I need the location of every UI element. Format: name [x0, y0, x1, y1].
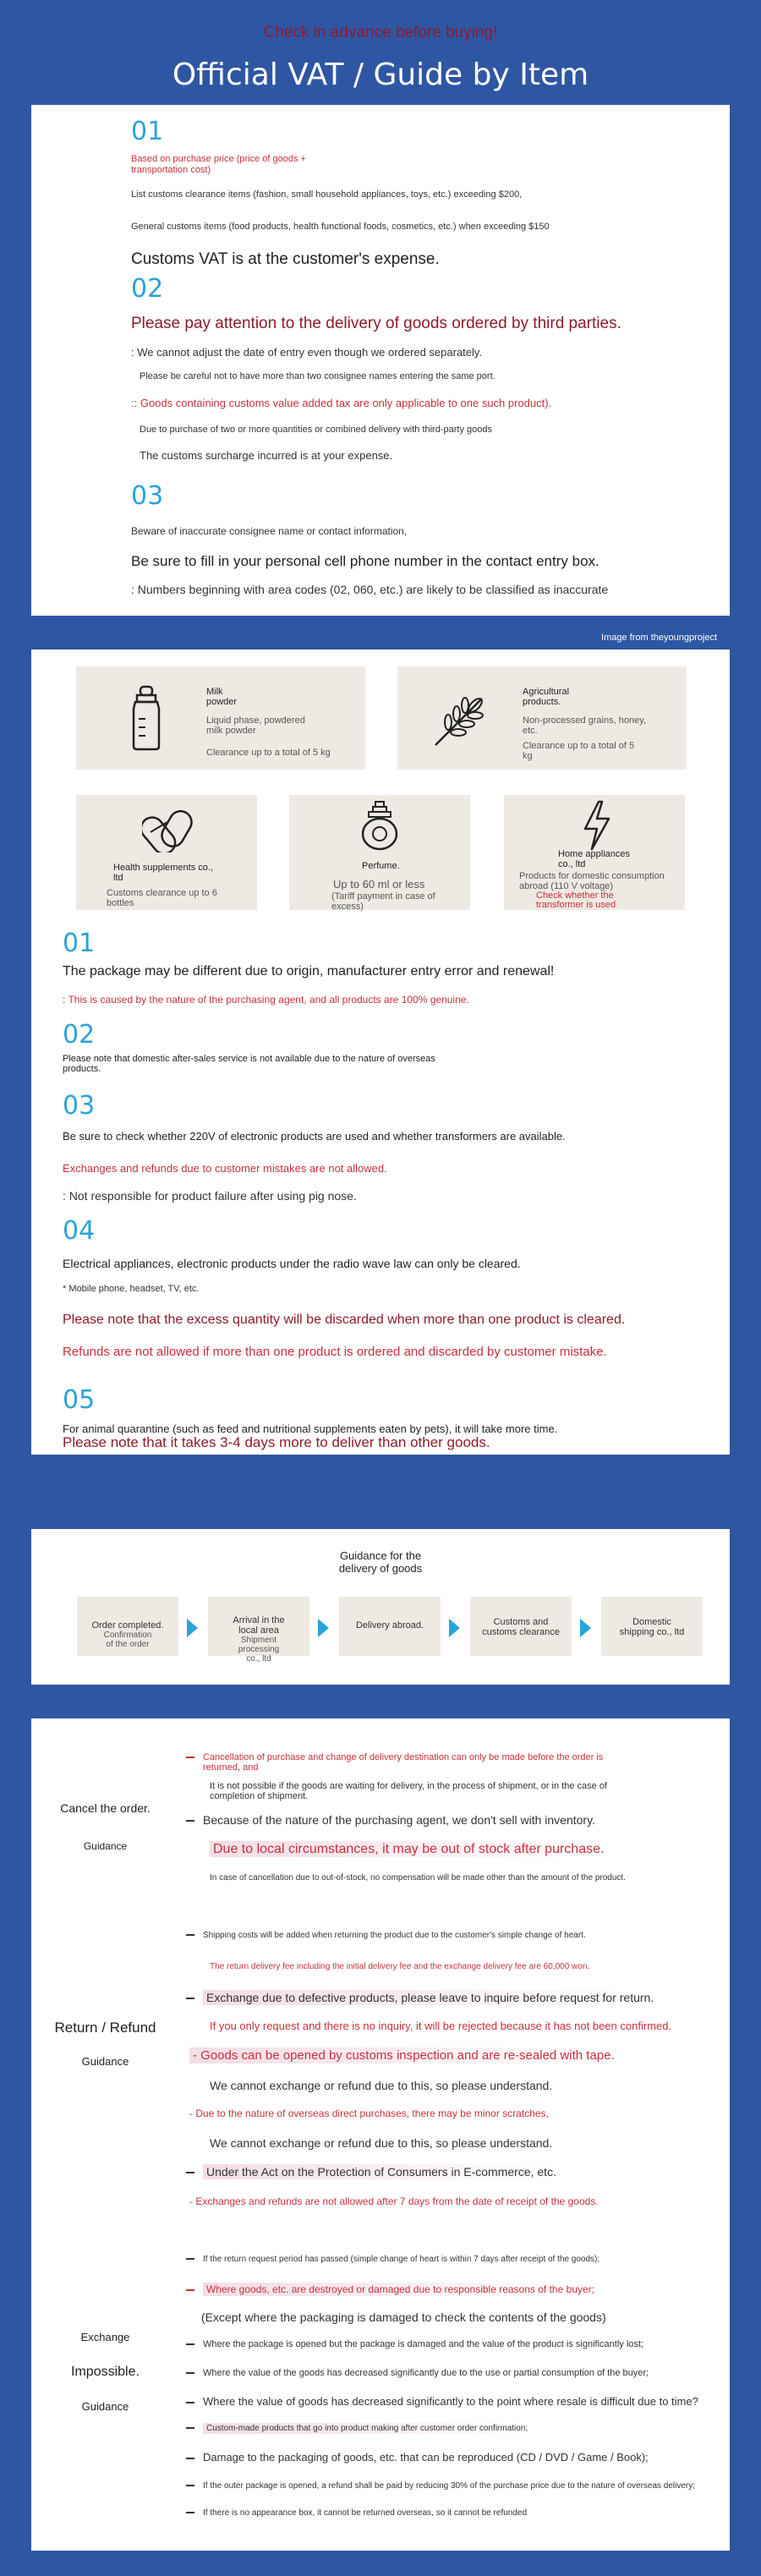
consignee-beware: Beware of inaccurate consignee name or contact information,: [131, 525, 408, 537]
exchange-line: If the outer package is opened, a refund shall be paid by reducing 30% of the purchase price due to the nature of overseas delivery;: [186, 2481, 695, 2491]
exchange-line: Where the value of goods has decreased significantly to the point where resale is difficult due to time?: [186, 2395, 698, 2408]
flow-arrow: [449, 1619, 460, 1637]
card-limit: Clearance up to a total of 5 kg: [523, 741, 635, 761]
note-sub2: Please note that the excess quantity will be discarded when more than one product is cleared.: [63, 1313, 626, 1327]
refund-line: Under the Act on the Protection of Consumers in E-commerce, etc.: [186, 2165, 560, 2179]
card-desc: Liquid phase, powdered milk powder: [206, 715, 305, 736]
items-panel: [31, 649, 730, 1455]
cancel-line: In case of cancellation due to out-of-stock, no compensation will be made other than the amount of the product.: [210, 1873, 626, 1883]
card-check: Check whether the transformer is used: [536, 891, 616, 910]
flow-step-domestic-shipping: Domestic shipping co., ltd: [601, 1597, 703, 1656]
flow-step-customs: Customs and customs clearance: [470, 1597, 572, 1656]
note-sub2: : Not responsible for product failure after using pig nose.: [63, 1189, 357, 1203]
page-title: Official VAT / Guide by Item: [172, 58, 589, 92]
third-party-goods: :: Goods containing customs value added tax are only applicable to one such product).: [131, 397, 552, 409]
note-main: The package may be different due to origin, manufacturer entry error and renewal!: [63, 964, 555, 978]
card-title: Home appliances co., ltd: [558, 849, 630, 869]
refund-line: - Exchanges and refunds are not allowed after 7 days from the date of receipt of the goods.: [189, 2195, 599, 2207]
refund-line: We cannot exchange or refund due to this, so please understand.: [210, 2136, 553, 2150]
note-number: 03: [63, 1091, 96, 1121]
card-agricultural: [397, 666, 687, 770]
cancel-line: Due to local circumstances, it may be out of stock after purchase.: [210, 1842, 607, 1857]
vat-list-text: List customs clearance items (fashion, small household appliances, toys, etc.) exceeding $200,: [131, 189, 523, 200]
flow-arrow: [580, 1619, 591, 1637]
card-title: Health supplements co., ltd: [113, 863, 214, 883]
perfume-icon: [359, 800, 401, 851]
vat-panel: [31, 105, 730, 616]
flow-arrow: [187, 1619, 198, 1637]
card-desc: Up to 60 ml or less: [333, 878, 425, 891]
card-desc: Products for domestic consumption abroad (110 V voltage): [519, 871, 665, 891]
section-number: 02: [131, 274, 164, 304]
area-code-text: : Numbers beginning with area codes (02, 060, etc.) are likely to be classified as inaccurate: [131, 583, 609, 596]
card-title: Agricultural products.: [523, 687, 570, 707]
refund-label: Return / Refund: [54, 2020, 156, 2036]
vat-general-text: General customs items (food products, health functional foods, cosmetics, etc.) when exceeding $150: [131, 222, 550, 232]
refund-line: - Goods can be opened by customs inspection and are re-sealed with tape.: [189, 2048, 618, 2063]
top-note: Check in advance before buying!: [263, 24, 498, 41]
refund-line: The return delivery fee including the initial delivery fee and the exchange delivery fee are 60,000 won.: [210, 1962, 590, 1971]
note-sub: Please note that it takes 3-4 days more to deliver than other goods.: [63, 1434, 490, 1450]
exchange-line: If the return request period has passed (simple change of heart is within 7 days after receipt of the goods);: [186, 2255, 599, 2264]
exchange-line: (Except where the packaging is damaged to check the contents of the goods): [201, 2310, 606, 2324]
exchange-line: Where goods, etc. are destroyed or damaged due to responsible reasons of the buyer;: [186, 2283, 598, 2295]
refund-line: Shipping costs will be added when returning the product due to the customer's simple change of heart.: [186, 1931, 586, 1940]
card-desc: Non-processed grains, honey, etc.: [523, 715, 646, 736]
card-milk: [76, 666, 365, 770]
flow-step-order-completed: Order completed. Confirmation of the order: [77, 1597, 178, 1656]
vat-based-text: Based on purchase price (price of goods + transportation cost): [131, 154, 306, 175]
exchange-line: If there is no appearance box, it cannot be returned overseas, so it cannot be refunded: [186, 2508, 527, 2518]
note-number: 04: [63, 1216, 96, 1246]
card-limit: Clearance up to a total of 5 kg: [206, 748, 331, 758]
third-party-cannot: : We cannot adjust the date of entry even though we ordered separately.: [131, 346, 483, 359]
note-number: 05: [63, 1385, 96, 1415]
flow-title: Guidance for the delivery of goods: [338, 1549, 423, 1575]
card-title: Perfume.: [362, 861, 400, 871]
cancel-guidance: Guidance: [83, 1840, 128, 1852]
lightning-icon: [580, 800, 614, 851]
third-party-due: Due to purchase of two or more quantities or combined delivery with third-party goods: [140, 425, 492, 435]
card-title: Milk powder: [206, 687, 238, 707]
image-credit: Image from theyoungproject: [601, 633, 717, 643]
vat-expense-text: Customs VAT is at the customer's expense.: [131, 250, 440, 268]
note-number: 02: [63, 1020, 96, 1050]
exchange-line: Where the value of the goods has decreased significantly due to the use or partial consumption of the buyer;: [186, 2368, 649, 2378]
refund-line: We cannot exchange or refund due to this, so please understand.: [210, 2079, 553, 2092]
cancel-line: Because of the nature of the purchasing agent, we don't sell with inventory.: [186, 1813, 595, 1827]
section-number: 03: [131, 481, 164, 511]
cancel-line: It is not possible if the goods are waiting for delivery, in the process of shipment, or in the case of completion of shipment.: [210, 1781, 607, 1801]
note-main: Be sure to check whether 220V of electronic products are used and whether transformers are available.: [63, 1130, 566, 1143]
exchange-line: Custom-made products that go into product making after customer order confirmation;: [186, 2424, 531, 2433]
exchange-line: Damage to the packaging of goods, etc. that can be reproduced (CD / DVD / Game / Book);: [186, 2451, 649, 2464]
card-home-appliances: [504, 795, 685, 910]
flow-arrow: [318, 1619, 329, 1637]
card-perfume: [289, 795, 470, 910]
note-main: Please note that domestic after-sales service is not available due to the nature of overseas products.: [63, 1054, 435, 1074]
refund-line: If you only request and there is no inquiry, it will be rejected because it has not been confirmed.: [210, 2020, 672, 2032]
note-main: Electrical appliances, electronic products under the radio wave law can only be cleared.: [63, 1257, 521, 1270]
note-number: 01: [63, 929, 96, 958]
phone-fill-text: Be sure to fill in your personal cell phone number in the contact entry box.: [131, 553, 599, 569]
card-desc: Customs clearance up to 6 bottles: [107, 888, 217, 908]
flow-step-delivery-abroad: Delivery abroad.: [339, 1597, 441, 1656]
card-health-supplements: [76, 795, 257, 910]
exchange-impossible-label: Impossible.: [71, 2365, 140, 2379]
refund-line: - Due to the nature of overseas direct purchases, there may be minor scratches,: [189, 2107, 549, 2119]
exchange-line: Where the package is opened but the package is damaged and the value of the product is significantly lost;: [186, 2339, 643, 2349]
note-sub: * Mobile phone, headset, TV, etc.: [63, 1284, 200, 1294]
note-sub3: Refunds are not allowed if more than one product is ordered and discarded by customer mistake.: [63, 1345, 607, 1359]
note-sub: : This is caused by the nature of the purchasing agent, and all products are 100% genuine.: [63, 994, 469, 1006]
third-party-surcharge: The customs surcharge incurred is at your expense.: [140, 449, 393, 462]
exchange-label: Exchange: [80, 2331, 130, 2343]
note-main: For animal quarantine (such as feed and nutritional supplements eaten by pets), it will take more time.: [63, 1422, 558, 1435]
third-party-careful: Please be careful not to have more than two consignee names entering the same port.: [140, 371, 495, 381]
exchange-guidance: Guidance: [81, 2400, 129, 2413]
pills-icon: [142, 802, 193, 852]
cancel-line: Cancellation of purchase and change of delivery destination can only be made before the order is returned, and: [186, 1752, 603, 1773]
flow-step-arrival: Arrival in the local area Shipment processing co., ltd: [208, 1597, 309, 1656]
wheat-icon: [431, 690, 490, 749]
refund-guidance: Guidance: [81, 2055, 129, 2068]
card-note: (Tariff payment in case of excess): [331, 891, 435, 912]
third-party-heading: Please pay attention to the delivery of goods ordered by third parties.: [131, 315, 621, 332]
refund-line: Exchange due to defective products, please leave to inquire before request for return.: [186, 1991, 657, 2004]
milk-bottle-icon: [127, 685, 166, 751]
section-number: 01: [131, 117, 164, 146]
cancel-label: Cancel the order.: [60, 1801, 151, 1815]
note-sub: Exchanges and refunds due to customer mistakes are not allowed.: [63, 1162, 387, 1175]
